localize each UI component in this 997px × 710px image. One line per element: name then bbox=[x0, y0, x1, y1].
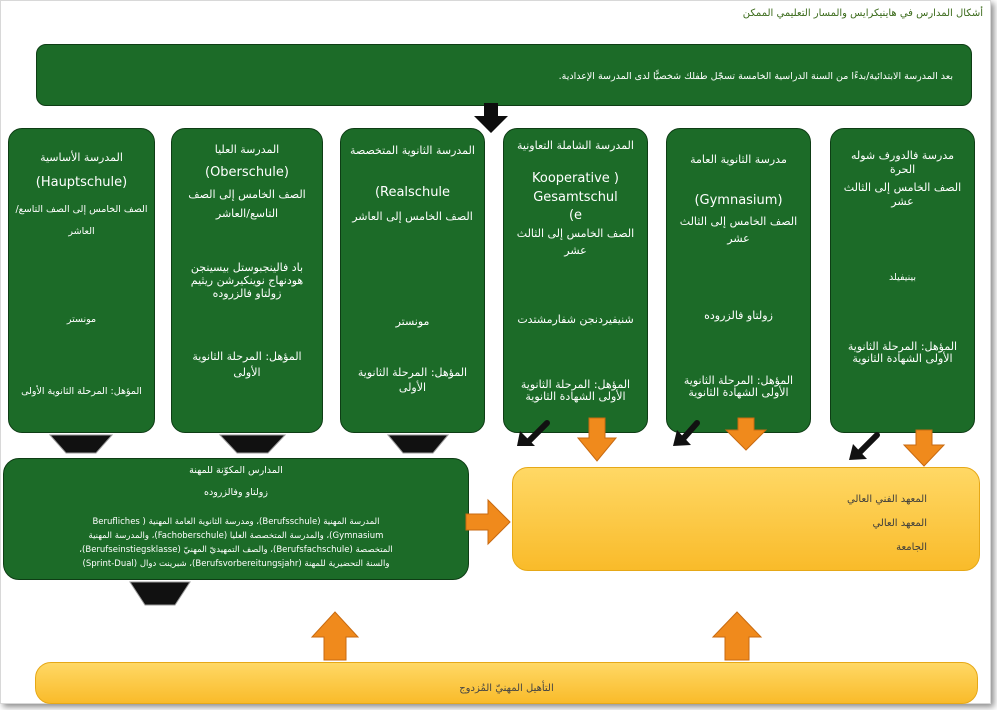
column-waldorf-location: بينيفيلد bbox=[888, 272, 917, 283]
column-oberschule-grades: الصف الخامس إلى الصف التاسع/العاشر bbox=[188, 188, 306, 220]
vocational-location: زولتاو وفالزروده bbox=[204, 487, 268, 498]
dual-training-label: التأهيل المهنيّ المُزدوج bbox=[459, 683, 554, 694]
column-gymnasium-location: زولتاو فالزروده bbox=[704, 309, 773, 322]
top-banner-text: بعد المدرسة الابتدائية/بدءًا من السنة الدراسية الخامسة تسجّل طفلك شخصيًّا لدى المدرسة الإعدادية. bbox=[558, 71, 953, 82]
column-waldorf-qualification: المؤهل: المرحلة الثانوية الأولى الشهادة الثانوية bbox=[847, 340, 958, 365]
column-realschule-name: المدرسة الثانوية المتخصصة bbox=[350, 144, 475, 157]
column-oberschule-location: باد فالينجبوستل بيسينجن هودنهاج نوينكيرشن ريثيم زولتاو فالزروده bbox=[190, 261, 304, 300]
connector-realschule-icon bbox=[388, 435, 448, 453]
column-oberschule-name: المدرسة العليا bbox=[214, 143, 280, 156]
orange-down-arrow-gymnasium-icon bbox=[726, 418, 766, 450]
orange-down-arrow-waldorf-icon bbox=[904, 430, 944, 466]
column-gymnasium-grades: الصف الخامس إلى الثالث عشر bbox=[679, 215, 798, 245]
connector-hauptschule-icon bbox=[50, 435, 112, 453]
diagonal-arrow-gesamtschule-icon bbox=[517, 423, 547, 446]
higher-education-item-university: الجامعة bbox=[896, 542, 927, 553]
column-oberschule-latin: (Oberschule) bbox=[205, 165, 289, 180]
column-waldorf-grades: الصف الخامس إلى الثالث عشر bbox=[843, 181, 962, 208]
higher-education-item-college: المعهد العالي bbox=[872, 518, 927, 529]
vocational-line-4: والسنة التحضيرية للمهنة (Berufsvorbereitungsjahr)، شبرينت دوال (Sprint-Dual) bbox=[82, 559, 390, 569]
column-gesamtschule-location: شنيفيردنجن شفارمشتدت bbox=[517, 313, 634, 326]
orange-right-arrow-icon bbox=[466, 500, 510, 544]
connector-oberschule-icon bbox=[220, 435, 285, 453]
orange-up-arrow-left-icon bbox=[312, 612, 358, 660]
orange-up-arrow-right-icon bbox=[713, 612, 761, 660]
column-gesamtschule-latin-2: Gesamtschul bbox=[533, 190, 618, 205]
page-title: أشكال المدارس في هاينيكرايس والمسار التعليمي الممكن bbox=[742, 8, 983, 19]
column-gesamtschule-latin-1: Kooperative ) bbox=[532, 171, 619, 186]
diagonal-arrow-waldorf-icon bbox=[849, 435, 877, 460]
column-hauptschule-location: مونستر bbox=[66, 314, 97, 325]
diagonal-arrow-gymnasium-icon bbox=[673, 423, 697, 446]
column-oberschule-qualification: المؤهل: المرحلة الثانوية الأولى bbox=[192, 350, 302, 379]
higher-education-item-technical: المعهد الفني العالي bbox=[847, 494, 927, 505]
vocational-line-1: المدرسة المهنية (Berufsschule)، ومدرسة الثانوية العامة المهنية ( Berufliches bbox=[92, 517, 380, 527]
connector-vocational-icon bbox=[130, 582, 190, 605]
column-realschule-qualification: المؤهل: المرحلة الثانوية الأولى bbox=[357, 366, 468, 394]
vocational-line-3: المتخصصة (Berufsfachschule)، والصف التمهيديّ المهنيّ (Berufseinstiegsklasse)، bbox=[79, 545, 393, 555]
column-hauptschule-name: المدرسة الأساسية bbox=[40, 151, 123, 164]
column-gymnasium-name: مدرسة الثانوية العامة bbox=[690, 153, 787, 166]
orange-down-arrow-gesamtschule-icon bbox=[578, 418, 616, 461]
down-arrow-icon bbox=[474, 103, 508, 133]
column-gymnasium-qualification: المؤهل: المرحلة الثانوية الأولى الشهادة الثانوية bbox=[683, 374, 794, 399]
vocational-title: المدارس المكوّنة للمهنة bbox=[189, 465, 283, 476]
vocational-line-2: Gymnasium)، والمدرسة المتخصصة العليا (Fachoberschule)، والمدرسة المهنية bbox=[88, 531, 384, 541]
column-hauptschule-grades: الصف الخامس إلى الصف التاسع/العاشر bbox=[15, 204, 148, 237]
column-realschule-location: مونستر bbox=[395, 315, 430, 328]
column-gesamtschule-grades: الصف الخامس إلى الثالث عشر bbox=[516, 227, 635, 257]
column-gesamtschule-qualification: المؤهل: المرحلة الثانوية الأولى الشهادة الثانوية bbox=[520, 378, 631, 403]
column-gesamtschule-name: المدرسة الشاملة التعاونية bbox=[517, 139, 634, 152]
column-hauptschule-latin: (Hauptschule) bbox=[35, 175, 128, 190]
column-realschule-grades: الصف الخامس إلى العاشر bbox=[352, 210, 473, 223]
column-waldorf-name: مدرسة فالدورف شوله الحرة bbox=[851, 149, 954, 176]
column-gymnasium-latin: (Gymnasium) bbox=[694, 193, 783, 208]
column-gesamtschule-latin-3: (e bbox=[568, 208, 583, 223]
column-realschule-latin: (Realschule bbox=[374, 185, 451, 200]
column-hauptschule-qualification: المؤهل: المرحلة الثانوية الأولى bbox=[21, 386, 142, 397]
